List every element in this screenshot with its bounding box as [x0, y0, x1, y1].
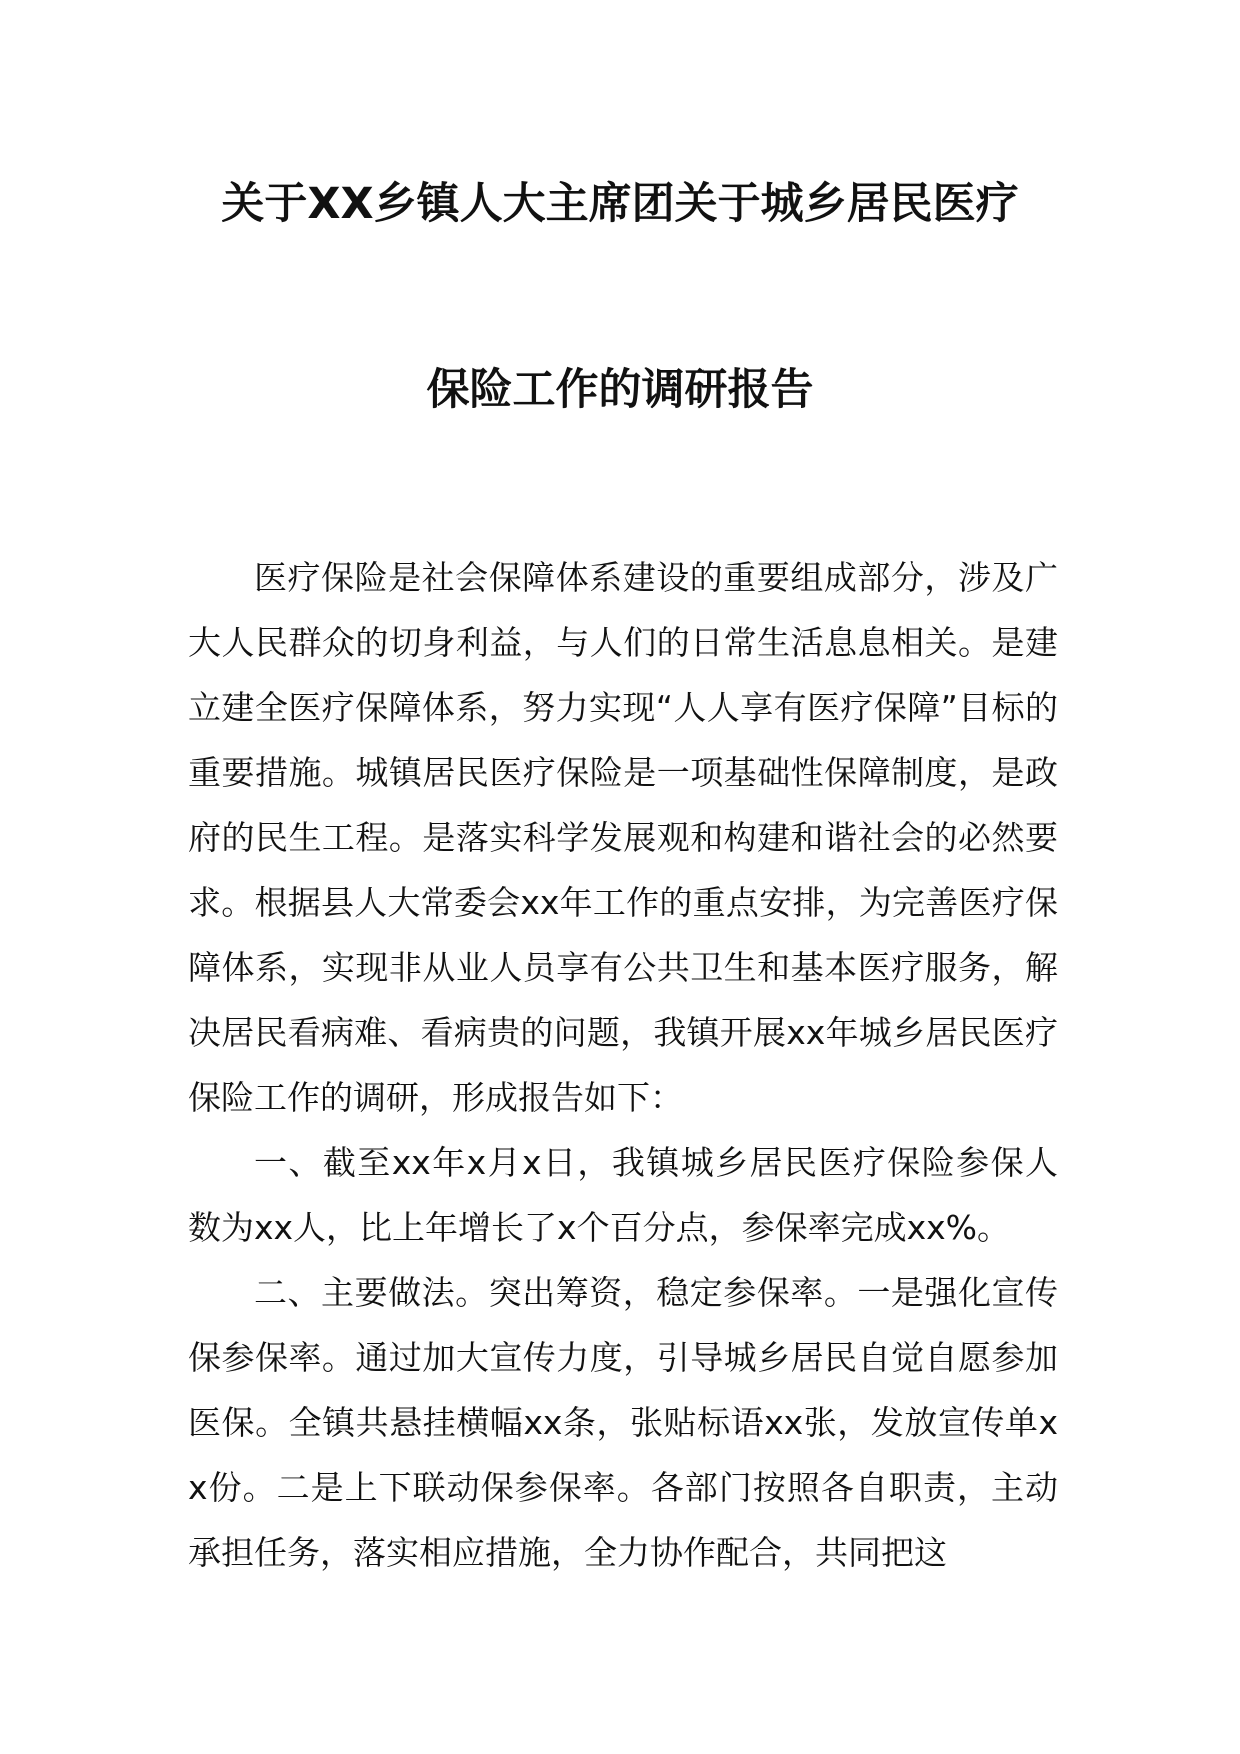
document-title-line-1: 关于XX乡镇人大主席团关于城乡居民医疗 [221, 179, 1019, 229]
paragraph-intro: 医疗保险是社会保障体系建设的重要组成部分，涉及广大人民群众的切身利益，与人们的日常生活息息相关。是建立建全医疗保障体系，努力实现“人人享有医疗保障”目标的重要措施。城镇居民医疗保险是一项基础性保障制度，是政府的民生工程。是落实科学发展观和构建和谐社会的必然要求。根据县人大常委会xx年工作的重点安排，为完善医疗保障体系，实现非从业人员享有公共卫生和基本医疗服务，解决居民看病难、看病贵的问题，我镇开展xx年城乡居民医疗保险工作的调研，形成报告如下： [188, 558, 1058, 1117]
paragraph-section-1: 一、截至xx年x月x日，我镇城乡居民医疗保险参保人数为xx人，比上年增长了x个百分点，参保率完成xx%。 [188, 1143, 1058, 1247]
document-body [188, 545, 1058, 1585]
paragraph-section-2: 二、主要做法。突出筹资，稳定参保率。一是强化宣传保参保率。通过加大宣传力度，引导城乡居民自觉自愿参加医保。全镇共悬挂横幅xx条，张贴标语xx张，发放宣传单xx份。二是上下联动保参保率。各部门按照各自职责，主动承担任务，落实相应措施，全力协作配合，共同把这 [188, 1273, 1058, 1572]
document-title-line-2: 保险工作的调研报告 [426, 365, 814, 415]
